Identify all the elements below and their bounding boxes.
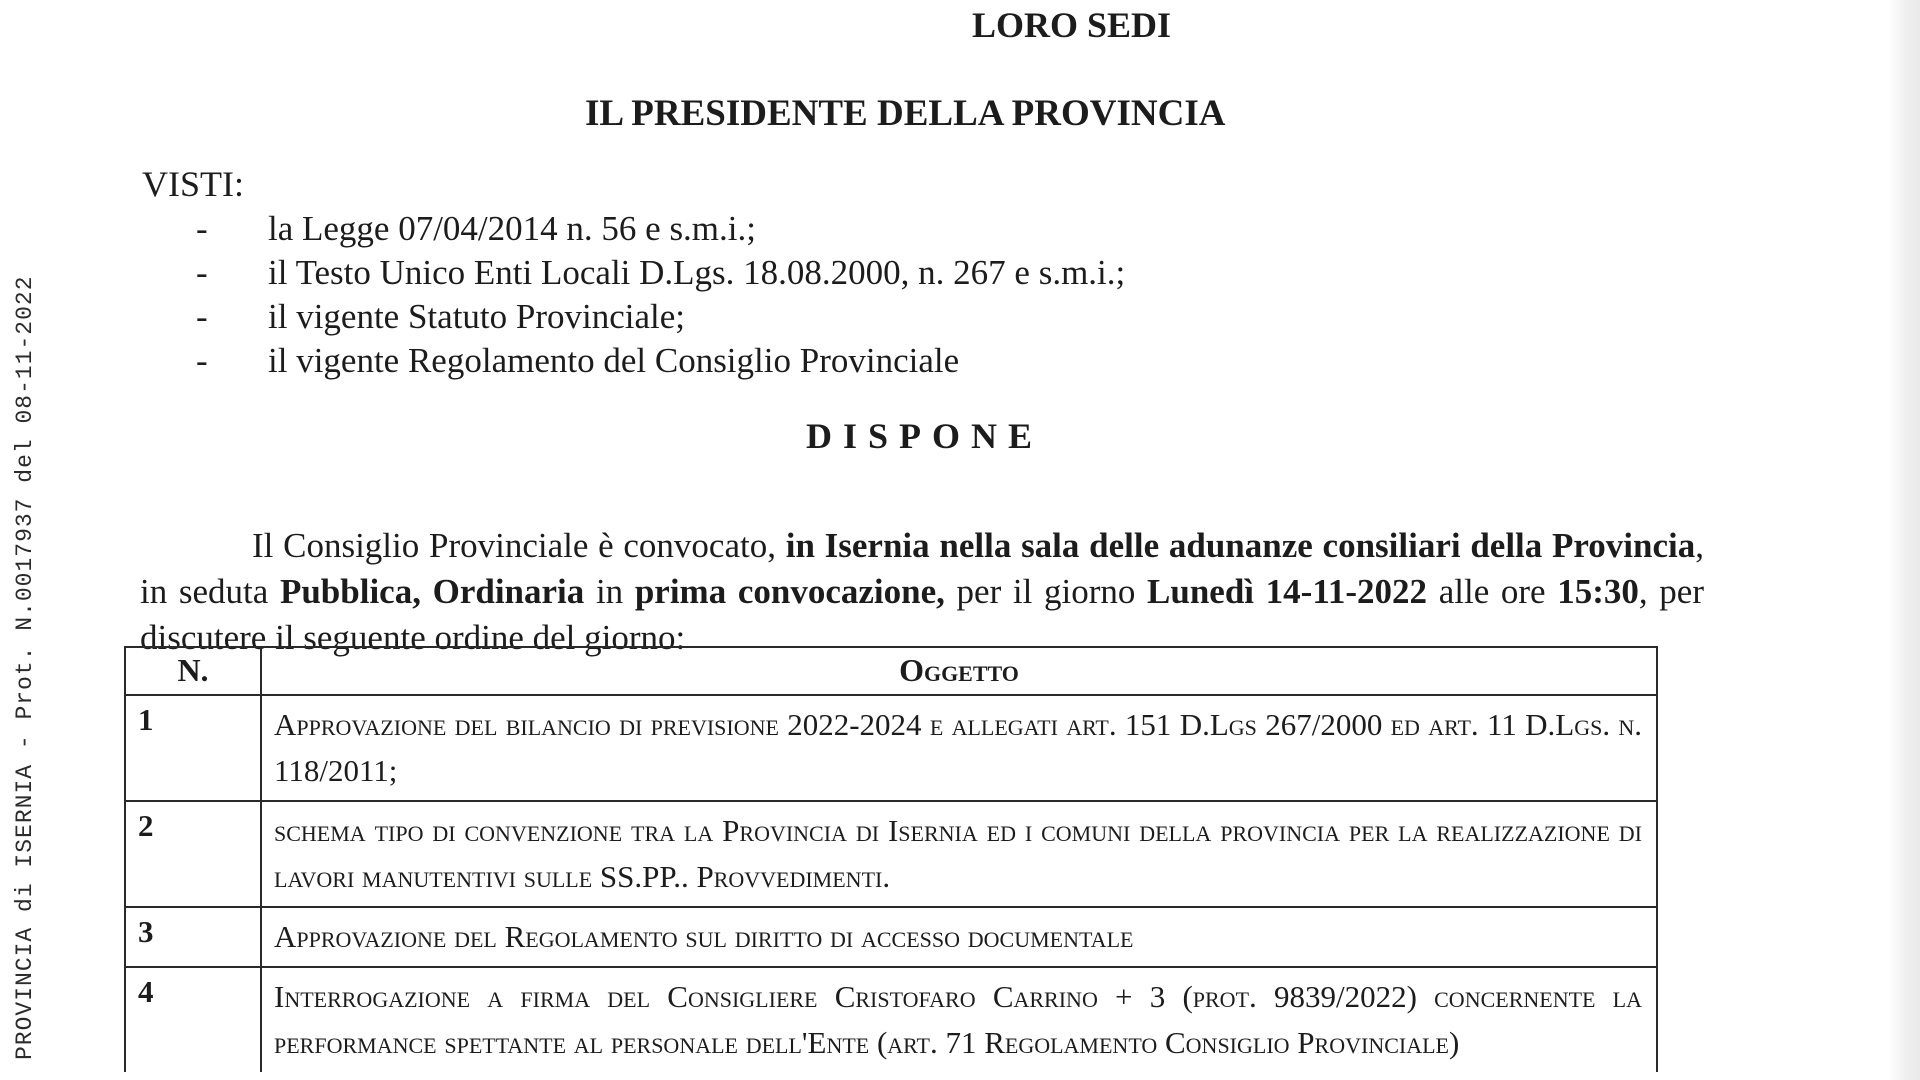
item-subject: Approvazione del Regolamento sul diritto di accesso documentale bbox=[261, 907, 1657, 967]
list-item-text: il vigente Statuto Provinciale; bbox=[268, 297, 686, 336]
item-subject: Approvazione del bilancio di previsione 2022-2024 e allegati art. 151 D.Lgs 267/2000 ed art. 11 D.Lgs. n. 118/2011; bbox=[261, 695, 1657, 801]
column-header-subject: Oggetto bbox=[261, 647, 1657, 695]
table-row bbox=[125, 967, 1657, 1072]
list-item-text: il vigente Regolamento del Consiglio Provinciale bbox=[268, 341, 960, 380]
cut-off-top-line bbox=[1000, 0, 1340, 2]
list-item-text: il Testo Unico Enti Locali D.Lgs. 18.08.2000, n. 267 e s.m.i.; bbox=[268, 253, 1126, 292]
dash-bullet: - bbox=[196, 209, 208, 248]
list-item bbox=[196, 251, 1125, 295]
convocation-place: in Isernia nella sala delle adunanze consiliari della Provincia bbox=[785, 526, 1696, 565]
convocation-paragraph bbox=[140, 523, 1704, 661]
dash-bullet: - bbox=[196, 253, 208, 292]
table-header-row bbox=[125, 647, 1657, 695]
table-row bbox=[125, 695, 1657, 801]
recipients-line: LORO SEDI bbox=[972, 5, 1172, 45]
scan-edge-shadow bbox=[1888, 0, 1920, 1080]
dash-bullet: - bbox=[196, 341, 208, 380]
document-heading: IL PRESIDENTE DELLA PROVINCIA bbox=[585, 93, 1226, 134]
agenda-table bbox=[124, 646, 1658, 1072]
table-row bbox=[125, 907, 1657, 967]
protocol-stamp: PROVINCIA di ISERNIA - Prot. N.0017937 del 08-11-2022 bbox=[12, 275, 38, 1060]
table-row bbox=[125, 801, 1657, 907]
dispone-heading: DISPONE bbox=[806, 416, 1044, 456]
convocation-text: in bbox=[584, 572, 635, 611]
meeting-date: Lunedì 14-11-2022 bbox=[1147, 572, 1428, 611]
item-subject: Interrogazione a firma del Consigliere Cristofaro Carrino + 3 (prot. 9839/2022) concernente la performance spettante al personale dell'Ente (art. 71 Regolamento Consiglio Provinciale) bbox=[261, 967, 1657, 1072]
item-subject: schema tipo di convenzione tra la Provincia di Isernia ed i comuni della provincia per la realizzazione di lavori manutentivi sulle SS.PP.. Provvedimenti. bbox=[261, 801, 1657, 907]
list-item-text: la Legge 07/04/2014 n. 56 e s.m.i.; bbox=[268, 209, 756, 248]
convocation-text: , in seduta bbox=[140, 526, 1704, 611]
convocation-round: prima convocazione, bbox=[634, 572, 945, 611]
list-item bbox=[196, 295, 1125, 339]
dash-bullet: - bbox=[196, 297, 208, 336]
list-item bbox=[196, 207, 1125, 251]
visti-label: VISTI: bbox=[142, 164, 244, 204]
item-number: 3 bbox=[125, 907, 261, 967]
item-number: 4 bbox=[125, 967, 261, 1072]
convocation-text: , per discutere il seguente ordine del giorno: bbox=[140, 572, 1704, 657]
convocation-text: per il giorno bbox=[944, 572, 1148, 611]
convocation-text: alle ore bbox=[1427, 572, 1558, 611]
convocation-text: Il Consiglio Provinciale è convocato, bbox=[252, 526, 786, 565]
column-header-number: N. bbox=[125, 647, 261, 695]
item-number: 2 bbox=[125, 801, 261, 907]
item-number: 1 bbox=[125, 695, 261, 801]
list-item bbox=[196, 339, 1125, 383]
meeting-time: 15:30 bbox=[1557, 572, 1639, 611]
session-type: Pubblica, Ordinaria bbox=[279, 572, 585, 611]
visti-list bbox=[196, 207, 1125, 383]
